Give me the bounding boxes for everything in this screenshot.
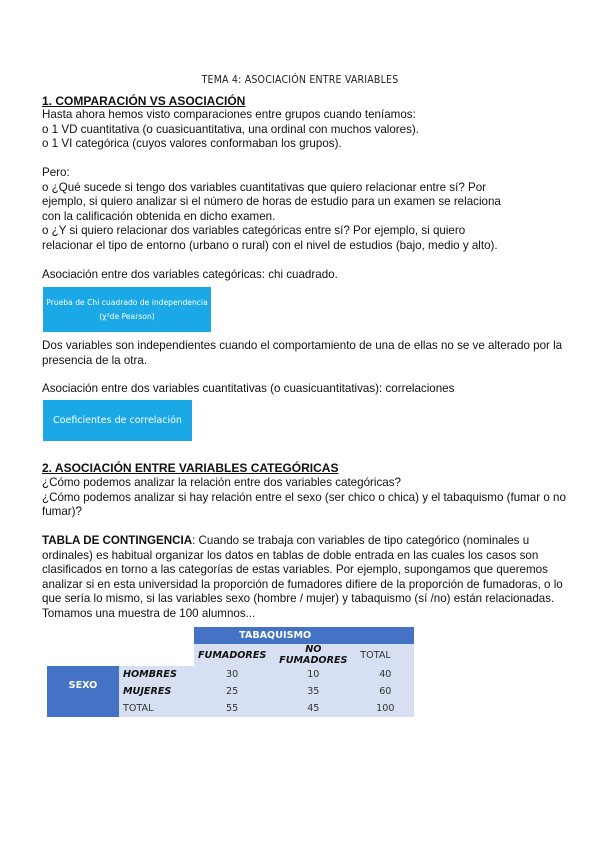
- contingency-text: : Cuando se trabaja con variables de tipo categórico (nominales u: [192, 534, 530, 547]
- contingency-paragraph-line: Tomamos una muestra de 100 alumnos...: [42, 607, 256, 620]
- section1-intro-line: o 1 VI categórica (cuyos valores conformaban los grupos).: [42, 137, 342, 150]
- col-header-fumadores: FUMADORES: [194, 644, 270, 666]
- section1-heading: 1. COMPARACIÓN VS ASOCIACIÓN: [42, 94, 246, 108]
- assoc-quant-text: Asociación entre dos variables cuantitativas (o cuasicuantitativas): correlaciones: [42, 382, 455, 395]
- col-header-no-fumadores: NO FUMADORES: [270, 644, 356, 666]
- correlation-box-label: Coeficientes de correlación: [53, 415, 182, 426]
- chi-box-line1: Prueba de Chi cuadrado de independencia: [46, 298, 208, 307]
- table-cell: 10: [270, 666, 356, 683]
- row-group-header: [47, 666, 119, 717]
- section2-question: ¿Cómo podemos analizar si hay relación entre el sexo (ser chico o chica) y el tabaquismo (fumar o no: [42, 491, 566, 504]
- independent-line: presencia de la otra.: [42, 354, 148, 367]
- question-line: o ¿Qué sucede si tengo dos variables cuantitativas que quiero relacionar entre sí? Por: [42, 181, 487, 194]
- contingency-paragraph-line: analizar si en esta universidad la proporción de fumadores difiere de la proporción de fumadoras, o lo: [42, 578, 563, 591]
- contingency-label: TABLA DE CONTINGENCIA: [42, 534, 193, 547]
- table-cell: 40: [356, 666, 414, 683]
- question-line: ejemplo, si quiero analizar si el número de horas de estudio para un examen se relaciona: [42, 195, 501, 208]
- contingency-paragraph-line: ordinales) es habitual organizar los datos en tablas de doble entrada en las cuales los casos son: [42, 549, 539, 562]
- contingency-paragraph-line: clasificados en torno a las categorías de estas variables. Por ejemplo, supongamos que queremos: [42, 563, 548, 576]
- section2-heading: 2. ASOCIACIÓN ENTRE VARIABLES CATEGÓRICAS: [42, 461, 339, 475]
- col-group-header: TABAQUISMO: [194, 627, 356, 644]
- chi-box-line2: (χ²de Pearson): [99, 312, 155, 321]
- correlation-box: [43, 400, 192, 441]
- page-title: TEMA 4: ASOCIACIÓN ENTRE VARIABLES: [201, 74, 399, 86]
- assoc-categorical-text: Asociación entre dos variables categóricas: chi cuadrado.: [42, 268, 338, 281]
- chi-square-box: [43, 287, 211, 332]
- row-header-hombres: HOMBRES: [119, 666, 194, 683]
- question-line: o ¿Y si quiero relacionar dos variables categóricas entre sí? Por ejemplo, si quiero: [42, 224, 466, 237]
- row-group-label: SEXO: [68, 679, 98, 691]
- table-cell: 100: [356, 700, 414, 717]
- table-cell: 25: [194, 683, 270, 700]
- table-cell: 60: [356, 683, 414, 700]
- section2-question: fumar)?: [42, 505, 82, 518]
- pero-label: Pero:: [42, 166, 70, 179]
- contingency-paragraph-line: que sería lo mismo, si las variables sexo (hombre / mujer) y tabaquismo (sí /no) están relacionadas.: [42, 592, 555, 605]
- contingency-paragraph-line: [42, 534, 529, 548]
- row-header-total: TOTAL: [119, 700, 194, 717]
- col-header-total: TOTAL: [356, 644, 414, 666]
- section1-intro-line: Hasta ahora hemos visto comparaciones entre grupos cuando teníamos:: [42, 108, 416, 121]
- table-cell: 30: [194, 666, 270, 683]
- table-cell: 45: [270, 700, 356, 717]
- question-line: con la calificación obtenida en dicho examen.: [42, 210, 276, 223]
- independent-line: Dos variables son independientes cuando el comportamiento de una de ellas no se ve alterado por la: [42, 339, 563, 352]
- question-line: relacionar el tipo de entorno (urbano o rural) con el nivel de estudios (bajo, medio y alto).: [42, 239, 498, 252]
- row-header-mujeres: MUJERES: [119, 683, 194, 700]
- section2-question: ¿Cómo podemos analizar la relación entre dos variables categóricas?: [42, 476, 401, 489]
- table-cell: 55: [194, 700, 270, 717]
- table-cell: 35: [270, 683, 356, 700]
- contingency-table: [47, 627, 414, 717]
- section1-intro-line: o 1 VD cuantitativa (o cuasicuantitativa, una ordinal con muchos valores).: [42, 123, 419, 136]
